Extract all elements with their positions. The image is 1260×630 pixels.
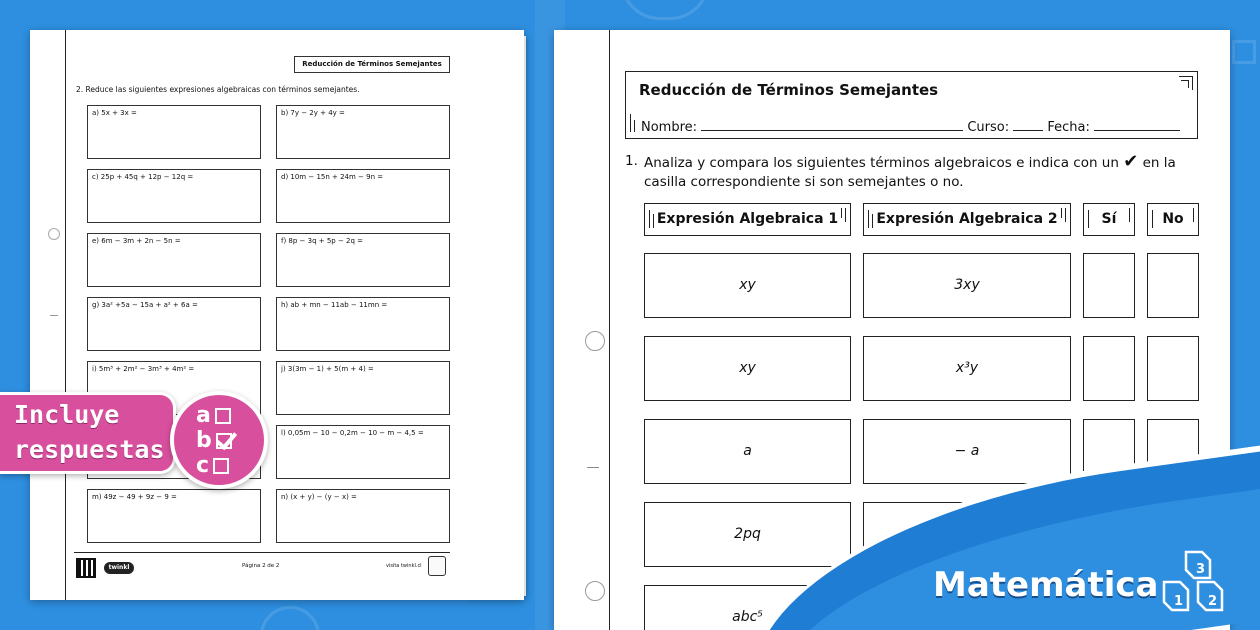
exercise-label: e) 6m − 3m + 2n − 5n = (92, 237, 181, 245)
page-title: Reducción de Términos Semejantes (639, 81, 939, 99)
yes-checkbox[interactable] (1083, 253, 1135, 318)
header-expr2 (863, 203, 1071, 236)
left-instruction: 2. Reduce las siguientes expresiones algebraicas con términos semejantes. (76, 85, 360, 94)
expr2-cell: − a (863, 419, 1071, 484)
course-label: Curso: (967, 120, 1010, 135)
punch-hole (585, 581, 605, 601)
question-number: 1. (625, 153, 638, 169)
expr2-cell: x³y (863, 336, 1071, 401)
twinkl-logo: twinkl (104, 562, 134, 574)
expr1-cell: xy (644, 253, 851, 318)
includes-answers-badge (0, 392, 176, 474)
expr2-cell: 3xy (863, 253, 1071, 318)
badge-line2: respuestas (14, 435, 165, 464)
expr1-cell: a (644, 419, 851, 484)
question-1 (625, 152, 1185, 192)
no-checkbox[interactable] (1147, 336, 1199, 401)
checkbox-icon (213, 458, 229, 474)
exercise-label: h) ab + mn − 11ab − 11mn = (281, 301, 388, 309)
no-checkbox[interactable] (1147, 253, 1199, 318)
expr1-cell: abc⁵ (644, 585, 851, 630)
header-expr2-label: Expresión Algebraica 2 (876, 211, 1058, 227)
left-worksheet-page (30, 30, 524, 600)
exercise-box[interactable] (87, 489, 261, 543)
exercise-label: b) 7y − 2y + 4y = (281, 109, 345, 117)
header-no-label: No (1162, 211, 1184, 227)
exercise-box[interactable] (276, 233, 450, 287)
punch-hole (585, 331, 605, 351)
exercise-box[interactable] (276, 489, 450, 543)
question-text-end: en la casilla correspondiente si son semejantes o no. (644, 155, 1176, 190)
question-text: Analiza y compara los siguientes términos algebraicos e indica con un (644, 155, 1119, 171)
exercise-label: n) (x + y) − (y − x) = (281, 493, 357, 501)
exercise-box[interactable] (276, 425, 450, 479)
header-yes-label: Sí (1101, 211, 1117, 227)
date-field[interactable] (1094, 119, 1180, 131)
exercise-label: j) 3(3m − 1) + 5(m + 4) = (281, 365, 374, 373)
abc-letter: b (196, 428, 212, 453)
exercise-box[interactable] (276, 297, 450, 351)
cubes-icon (1158, 548, 1238, 620)
exercise-label: a) 5x + 3x = (92, 109, 137, 117)
worksheet-header (625, 71, 1198, 139)
abc-letter: c (196, 453, 210, 478)
exercise-box[interactable] (276, 361, 450, 415)
header-yes (1083, 203, 1135, 236)
footer-url: visita twinkl.cl (386, 563, 422, 569)
header-no (1147, 203, 1199, 236)
checkbox-icon (215, 408, 231, 424)
name-label: Nombre: (641, 120, 698, 135)
badge-line1: Incluye (14, 400, 120, 429)
abc-letter: a (196, 403, 211, 428)
exercise-label: g) 3a² +5a − 15a + a² + 6a = (92, 301, 198, 309)
exercise-label: d) 10m − 15n + 24m − 9n = (281, 173, 384, 181)
page-number: Página 2 de 2 (242, 563, 280, 569)
qr-code-icon (76, 558, 96, 578)
exercise-box[interactable] (87, 297, 261, 351)
exercise-box[interactable] (276, 105, 450, 159)
exercise-box[interactable] (87, 169, 261, 223)
yes-checkbox[interactable] (1083, 336, 1135, 401)
exercise-label: c) 25p + 45q + 12p − 12q = (92, 173, 194, 181)
name-field[interactable] (701, 119, 963, 131)
left-page-title: Reducción de Términos Semejantes (294, 56, 450, 73)
exercise-label: m) 49z − 49 + 9z − 9 = (92, 493, 177, 501)
header-expr1-label: Expresión Algebraica 1 (656, 211, 839, 227)
exercise-label: l) 0,05m − 10 − 0,2m − 10 − m − 4,5 = (281, 429, 424, 437)
cube-number: 1 (1174, 594, 1184, 609)
expr1-cell: 2pq (644, 502, 851, 567)
brand-label: Matemática (933, 565, 1159, 605)
expr1-cell: xy (644, 336, 851, 401)
checkmark-icon: ✔ (1123, 151, 1139, 172)
punch-hole (48, 228, 60, 240)
date-label: Fecha: (1047, 120, 1090, 135)
header-expr1 (644, 203, 851, 236)
cube-number: 3 (1196, 562, 1206, 577)
cube-number: 2 (1208, 594, 1218, 609)
exercise-box[interactable] (87, 233, 261, 287)
course-field[interactable] (1013, 119, 1043, 131)
exercise-label: f) 8p − 3q + 5p − 2q = (281, 237, 364, 245)
exercise-box[interactable] (87, 105, 261, 159)
exercise-box[interactable] (276, 169, 450, 223)
checked-box-icon (216, 433, 232, 449)
exercise-label: i) 5m³ + 2m² − 3m³ + 4m² = (92, 365, 195, 373)
twinkl-badge-icon (428, 556, 446, 576)
abc-checklist-icon (170, 391, 268, 489)
